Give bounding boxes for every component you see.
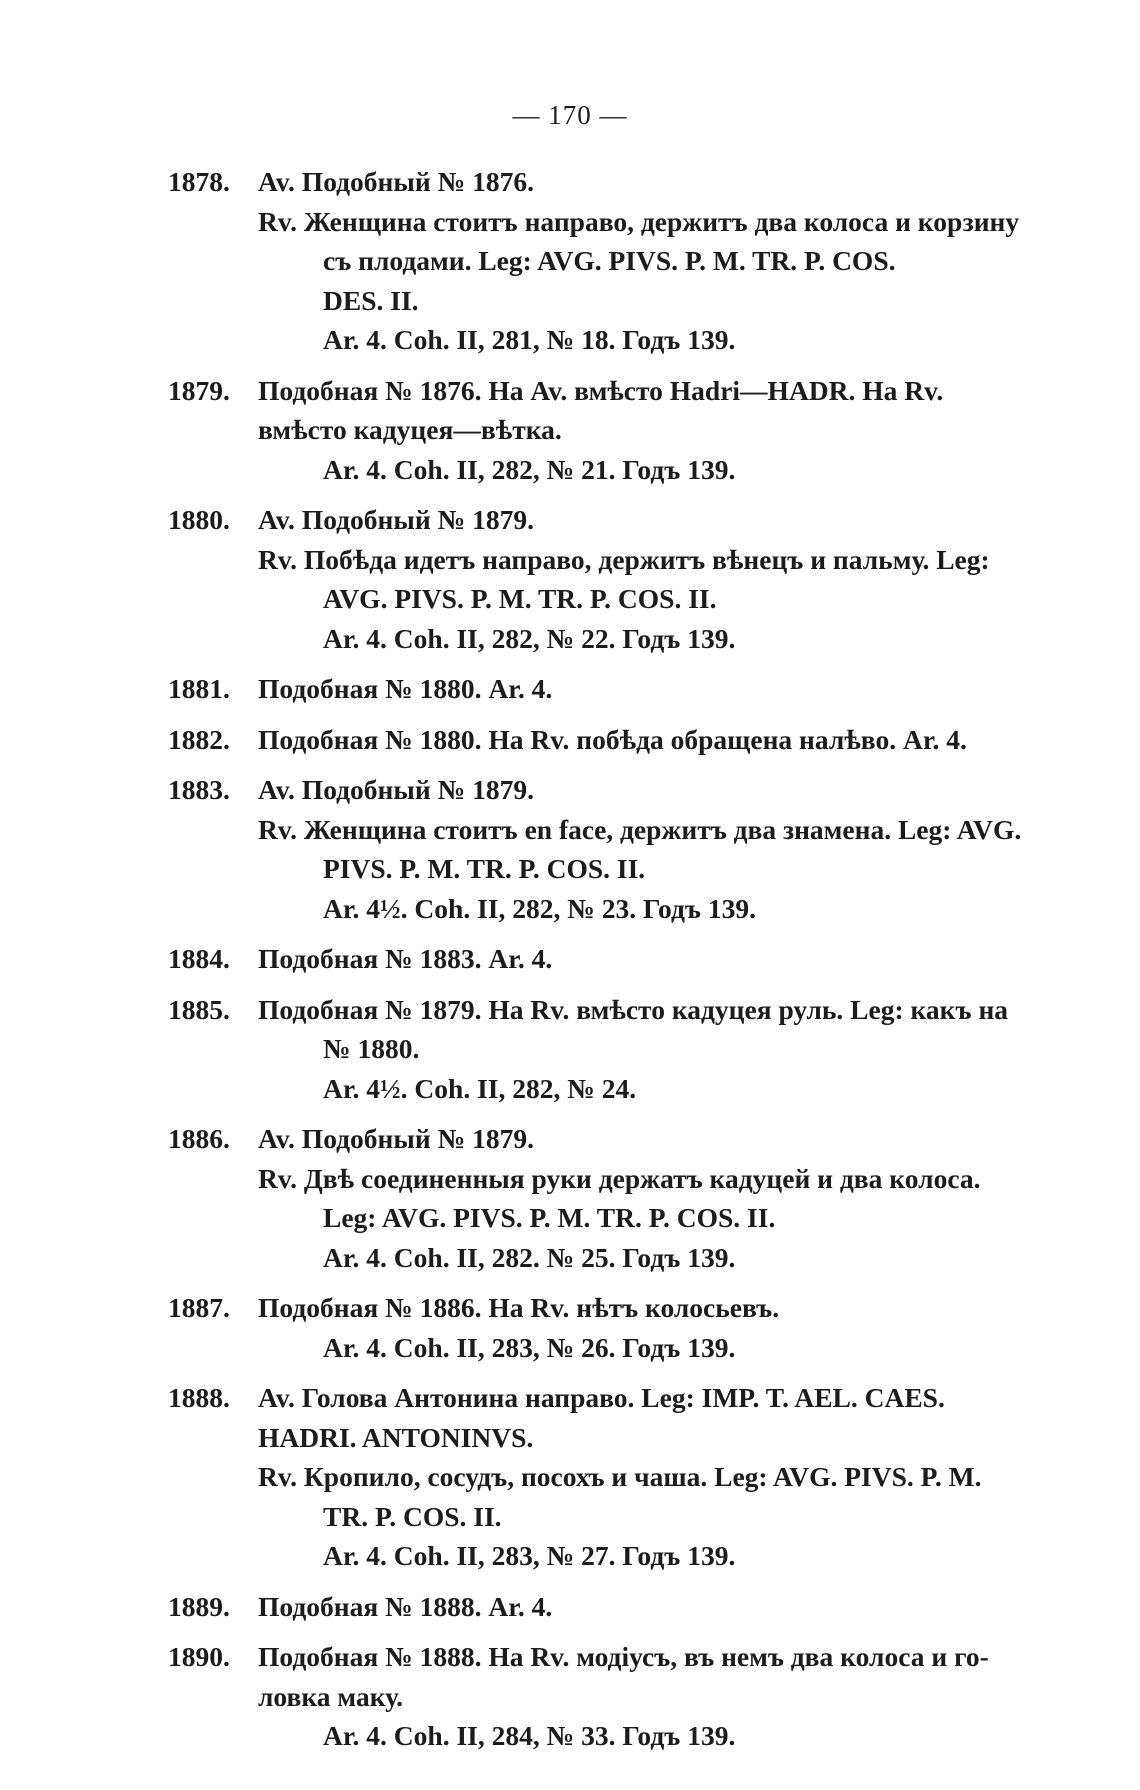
catalogue-entry	[168, 939, 1098, 979]
entry-number: 1884.	[168, 943, 230, 974]
entry-reference: Ar. 4. Coh. II, 284, № 33. Годъ 139.	[323, 1720, 736, 1751]
entry-text: Rv. Двѣ соединенныя руки держатъ кадуцей и два колоса.	[258, 1162, 981, 1194]
entry-text: Av. Подобный № 1879.	[258, 774, 534, 805]
entry-text: Rv. Женщина стоитъ en face, держитъ два знамена. Leg: AVG.	[258, 813, 1022, 845]
entry-reference: Ar. 4. Coh. II, 283, № 27. Годъ 139.	[323, 1540, 736, 1571]
entry-text: ловка маку.	[258, 1680, 404, 1712]
entry-number: 1885.	[168, 993, 230, 1025]
entry-text: съ плодами. Leg: AVG. PIVS. P. M. TR. P. COS.	[323, 245, 896, 276]
entry-text: Rv. Женщина стоитъ направо, держитъ два колоса и корзину	[258, 205, 1020, 237]
entry-text: Подобная № 1880. На Rv. побѣда обращена налѣво. Ar. 4.	[258, 723, 967, 755]
entry-number: 1886.	[168, 1123, 230, 1154]
catalogue-entry	[168, 669, 1098, 709]
catalogue-entry	[168, 1637, 1098, 1756]
entry-text: Подобная № 1888. Ar. 4.	[258, 1590, 553, 1622]
entry-text: вмѣсто кадуцея—вѣтка.	[258, 414, 562, 445]
entry-text: HADRI. ANTONINVS.	[258, 1421, 534, 1453]
entry-text: DES. II.	[323, 284, 419, 316]
entry-text: Av. Подобный № 1879.	[258, 1123, 534, 1154]
entry-text: Av. Подобный № 1876.	[258, 166, 534, 197]
entry-text: AVG. PIVS. P. M. TR. P. COS. II.	[323, 583, 717, 614]
catalogue-entries	[168, 162, 1098, 1767]
catalogue-entry	[168, 500, 1098, 658]
entry-number: 1887.	[168, 1292, 230, 1323]
entry-reference: Ar. 4½. Coh. II, 282, № 23. Годъ 139.	[323, 892, 756, 924]
entry-number: 1880.	[168, 504, 230, 535]
entry-text: Leg: AVG. PIVS. P. M. TR. P. COS. II.	[323, 1202, 776, 1233]
entry-number: 1878.	[168, 166, 230, 197]
catalogue-entry	[168, 371, 1098, 490]
entry-number: 1881.	[168, 673, 230, 704]
catalogue-entry	[168, 1119, 1098, 1277]
entry-reference: Ar. 4½. Coh. II, 282, № 24.	[323, 1072, 637, 1104]
catalogue-entry	[168, 1378, 1098, 1576]
catalogue-entry	[168, 1587, 1098, 1627]
entry-text: Подобная № 1883. Ar. 4.	[258, 943, 553, 974]
entry-reference: Ar. 4. Coh. II, 283, № 26. Годъ 139.	[323, 1331, 736, 1363]
entry-number: 1888.	[168, 1382, 230, 1413]
catalogue-entry	[168, 162, 1098, 360]
entry-reference: Ar. 4. Coh. II, 282, № 22. Годъ 139.	[323, 622, 736, 654]
entry-number: 1879.	[168, 374, 230, 406]
catalogue-entry	[168, 720, 1098, 760]
entry-reference: Ar. 4. Coh. II, 282. № 25. Годъ 139.	[323, 1241, 736, 1273]
entry-text: Подобная № 1888. На Rv. модіусъ, въ немъ два колоса и го-	[258, 1641, 989, 1672]
entry-text: Подобная № 1876. На Av. вмѣсто Hadri—HADR. На Rv.	[258, 374, 944, 406]
entry-text: Av. Голова Антонина направо. Leg: IMP. T. AEL. CAES.	[258, 1382, 945, 1413]
entry-text: TR. P. COS. II.	[323, 1500, 502, 1532]
entry-number: 1883.	[168, 774, 230, 805]
entry-text: Подобная № 1886. На Rv. нѣтъ колосьевъ.	[258, 1292, 780, 1323]
catalogue-entry	[168, 770, 1098, 928]
entry-number: 1882.	[168, 723, 230, 755]
catalogue-entry	[168, 1288, 1098, 1367]
entry-reference: Ar. 4. Coh. II, 282, № 21. Годъ 139.	[323, 453, 736, 485]
entry-text: № 1880.	[323, 1033, 420, 1064]
entry-text: Rv. Побѣда идетъ направо, держитъ вѣнецъ и пальму. Leg:	[258, 543, 990, 575]
entry-text: Rv. Кропило, сосудъ, посохъ и чаша. Leg: AVG. PIVS. P. M.	[258, 1461, 982, 1492]
entry-text: Подобная № 1880. Ar. 4.	[258, 673, 553, 704]
entry-number: 1890.	[168, 1641, 230, 1672]
page-number: — 170 —	[512, 100, 628, 130]
catalogue-entry	[168, 990, 1098, 1109]
entry-reference: Ar. 4. Coh. II, 281, № 18. Годъ 139.	[323, 324, 736, 355]
entry-number: 1889.	[168, 1590, 230, 1622]
entry-text: Подобная № 1879. На Rv. вмѣсто кадуцея руль. Leg: какъ на	[258, 993, 1009, 1025]
entry-text: Av. Подобный № 1879.	[258, 504, 534, 535]
entry-text: PIVS. P. M. TR. P. COS. II.	[323, 853, 646, 884]
